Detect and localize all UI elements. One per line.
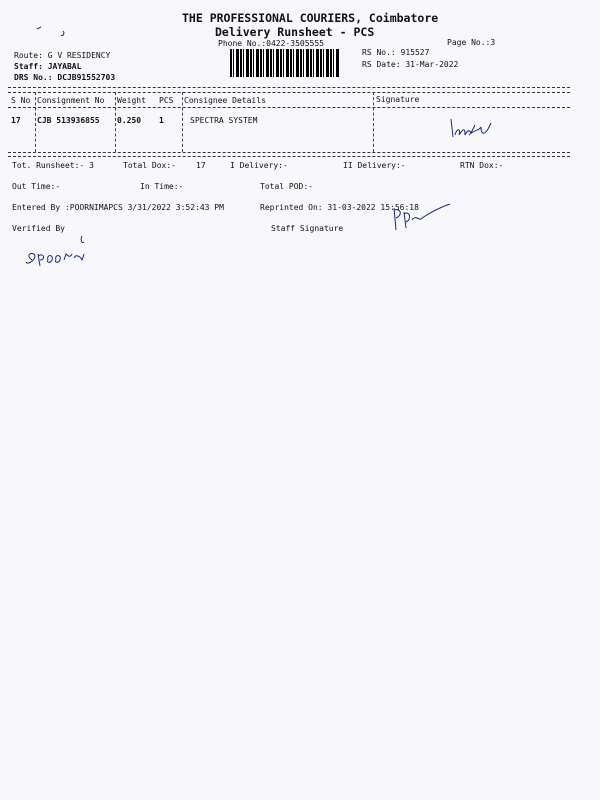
ii-delivery: II Delivery:- [343, 161, 406, 170]
barcode [230, 49, 340, 77]
entered-by: Entered By :POORNIMAPCS 3/31/2022 3:52:43 PM [12, 203, 224, 212]
row-consignment: CJB 513936855 [37, 116, 100, 125]
reprinted-on: Reprinted On: 31-03-2022 15:56:18 [260, 203, 419, 212]
col-divider [182, 92, 183, 152]
staff: Staff: JAYABAL [14, 62, 82, 71]
header-sno: S No [11, 96, 31, 105]
col-divider [35, 92, 36, 152]
company-name: THE PROFESSIONAL COURIERS, Coimbatore [182, 11, 439, 25]
total-dox-value: 17 [196, 161, 206, 170]
row-weight: 0.250 [117, 116, 142, 125]
staff-signature [390, 200, 460, 235]
table-bottom-rule [8, 152, 570, 153]
staff-signature-label: Staff Signature [271, 224, 344, 233]
verified-by: Verified By [12, 224, 65, 233]
table-top-rule-2 [8, 92, 570, 93]
i-delivery: I Delivery:- [230, 161, 288, 170]
table-bottom-rule-2 [8, 156, 570, 157]
header-pcs: PCS [159, 96, 174, 105]
scan-mark [35, 25, 75, 45]
phone-number: Phone No.:0422-3505555 [218, 39, 324, 48]
verifier-signature [24, 232, 109, 277]
table-top-rule [8, 87, 570, 88]
tot-runsheet: Tot. Runsheet:- 3 [12, 161, 94, 170]
drs-number: DRS No.: DCJB91552703 [14, 73, 116, 82]
col-divider [373, 92, 374, 152]
page-number: Page No.:3 [447, 38, 496, 47]
rs-date: RS Date: 31-Mar-2022 [362, 60, 459, 69]
document-title: Delivery Runsheet - PCS [215, 25, 375, 39]
total-dox-label: Total Dox:- [123, 161, 176, 170]
total-pod: Total POD:- [260, 182, 313, 191]
col-divider [115, 92, 116, 152]
route: Route: G V RESIDENCY [14, 51, 111, 60]
row-sno: 17 [11, 116, 21, 125]
rs-number: RS No.: 915527 [362, 48, 430, 57]
row-pcs: 1 [159, 116, 164, 125]
header-consignment: Consignment No [37, 96, 105, 105]
out-time: Out Time:- [12, 182, 61, 191]
header-signature: Signature [376, 95, 420, 104]
table-header-rule [8, 107, 570, 108]
header-weight: Weight [117, 96, 146, 105]
row-consignee: SPECTRA SYSTEM [190, 116, 258, 125]
recipient-signature [445, 115, 495, 145]
rtn-dox: RTN Dox:- [460, 161, 504, 170]
in-time: In Time:- [140, 182, 184, 191]
header-consignee: Consignee Details [184, 96, 266, 105]
